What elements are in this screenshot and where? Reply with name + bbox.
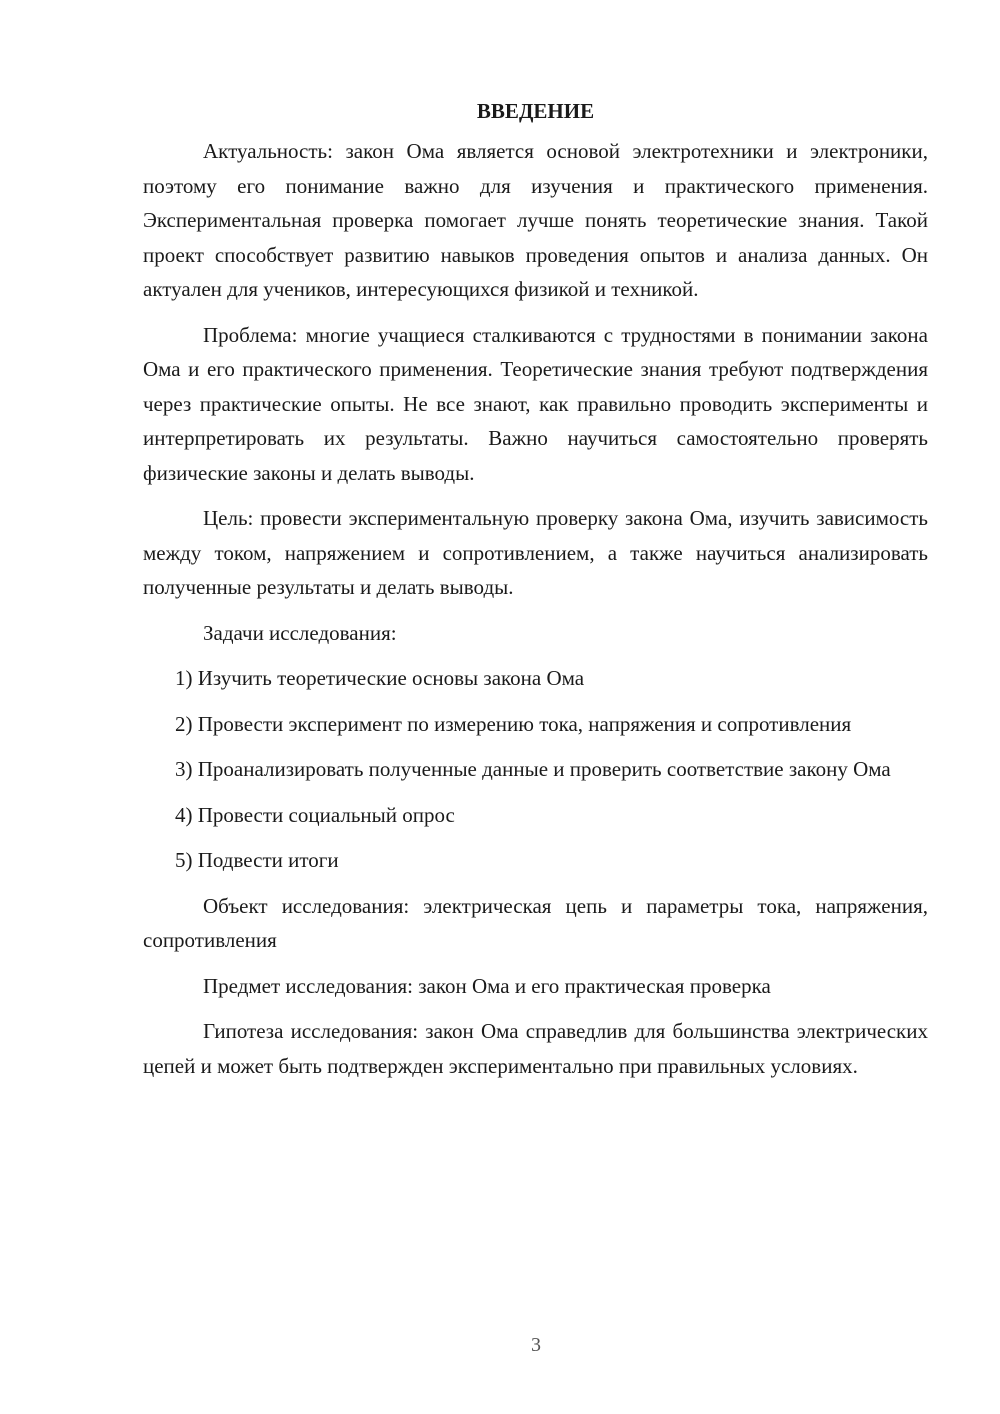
relevance-paragraph: Актуальность: закон Ома является основой электротехники и электроники, поэтому его понимание важно для изучения и практического применения. Экспериментальная проверка помогает лучше понять теоретические знания. Такой проект способствует развитию навыков проведения опытов и анализа данных. Он актуален для учеников, интересующихся физикой и техникой.	[143, 139, 928, 301]
goal-paragraph: Цель: провести экспериментальную проверку закона Ома, изучить зависимость между током, напряжением и сопротивлением, а также научиться анализировать полученные результаты и делать выводы.	[143, 506, 928, 599]
page-number: 3	[531, 1334, 541, 1356]
object-paragraph: Объект исследования: электрическая цепь и параметры тока, напряжения, сопротивления	[143, 893, 928, 952]
section-title: ВВЕДЕНИЕ	[476, 99, 595, 123]
document-page	[143, 94, 928, 1094]
task-item: 5) Подвести итоги	[175, 848, 339, 872]
subject-paragraph: Предмет исследования: закон Ома и его практическая проверка	[203, 973, 771, 998]
task-item: 1) Изучить теоретические основы закона Ома	[175, 666, 585, 690]
task-item: 2) Провести эксперимент по измерению тока, напряжения и сопротивления	[175, 711, 852, 736]
hypothesis-paragraph: Гипотеза исследования: закон Ома справедлив для большинства электрических цепей и может быть подтвержден экспериментально при правильных условиях.	[143, 1019, 928, 1078]
task-item: 4) Провести социальный опрос	[175, 802, 455, 827]
tasks-label: Задачи исследования:	[203, 620, 397, 645]
problem-paragraph: Проблема: многие учащиеся сталкиваются с трудностями в понимании закона Ома и его практического применения. Теоретические знания требуют подтверждения через практические опыты. Не все знают, как правильно проводить эксперименты и интерпретировать их результаты. Важно научиться самостоятельно проверять физические законы и делать выводы.	[143, 322, 928, 485]
task-item: 3) Проанализировать полученные данные и проверить соответствие закону Ома	[175, 757, 891, 781]
